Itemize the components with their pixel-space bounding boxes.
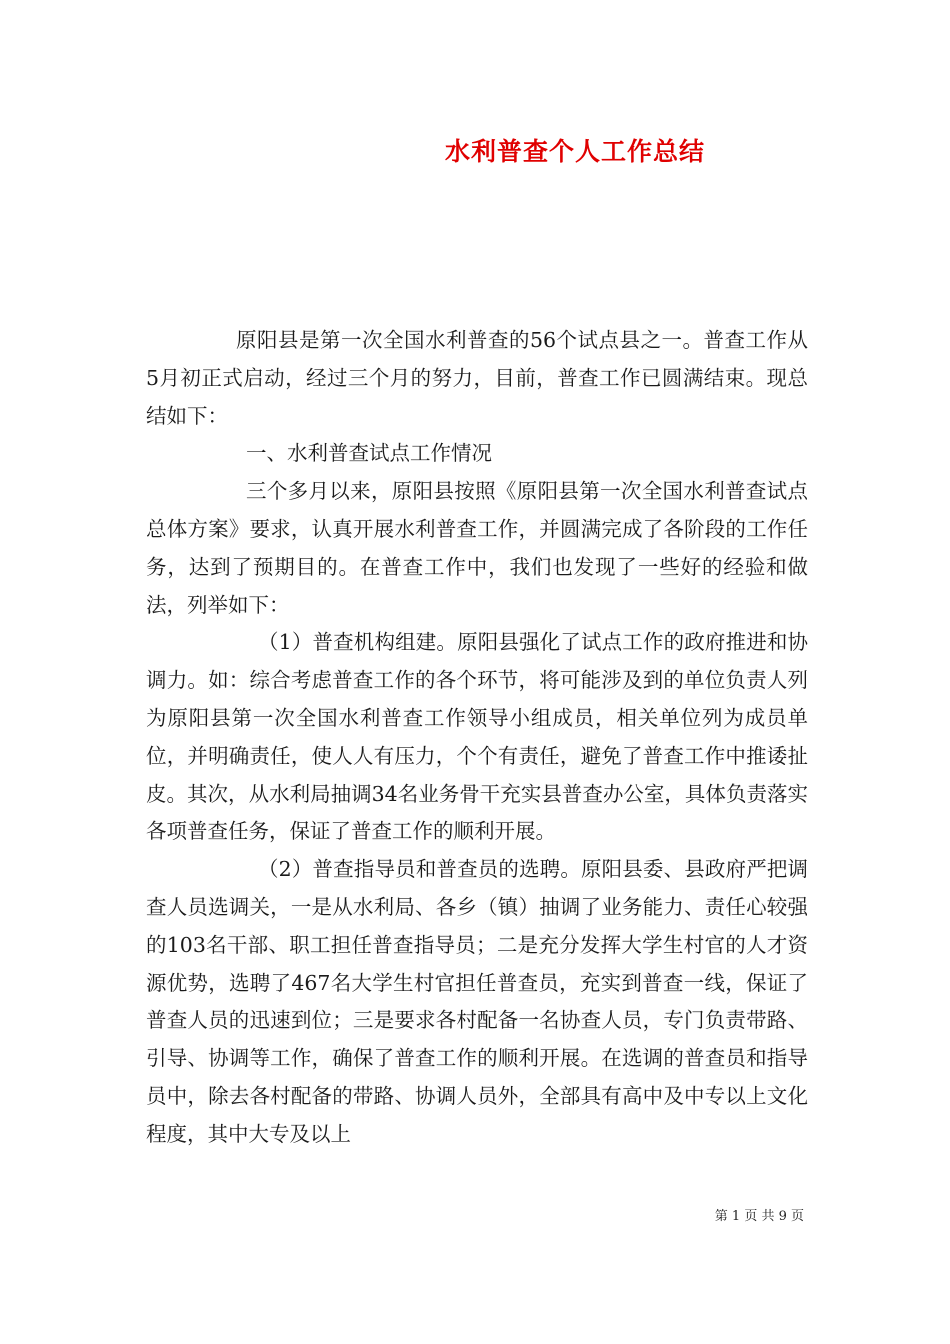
document-title: 水利普查个人工作总结	[444, 137, 705, 166]
paragraph-intro: 原阳县是第一次全国水利普查的56个试点县之一。普查工作从5月初正式启动，经过三个月的努力，目前，普查工作已圆满结束。现总结如下：	[146, 328, 808, 428]
paragraph-item-2: （2）普查指导员和普查员的选聘。原阳县委、县政府严把调查人员选调关，一是从水利局、各乡（镇）抽调了业务能力、责任心较强的103名干部、职工担任普查指导员；二是充分发挥大学生村官的人才资源优势，选聘了467名大学生村官担任普查员，充实到普查一线，保证了普查人员的迅速到位；三是要求各村配备一名协查人员，专门负责带路、引导、协调等工作，确保了普查工作的顺利开展。在选调的普查员和指导员中，除去各村配备的带路、协调人员外，全部具有高中及中专以上文化程度，其中大专及以上	[146, 857, 808, 1146]
page-number: 第 1 页 共 9 页	[714, 1209, 804, 1224]
paragraph-item-1: （1）普查机构组建。原阳县强化了试点工作的政府推进和协调力。如：综合考虑普查工作的各个环节，将可能涉及到的单位负责人列为原阳县第一次全国水利普查工作领导小组成员，相关单位列为成员单位，并明确责任，使人人有压力，个个有责任，避免了普查工作中推诿扯皮。其次，从水利局抽调34名业务骨干充实县普查办公室，具体负责落实各项普查任务，保证了普查工作的顺利开展。	[146, 630, 808, 844]
paragraph-overview: 三个多月以来，原阳县按照《原阳县第一次全国水利普查试点总体方案》要求，认真开展水利普查工作，并圆满完成了各阶段的工作任务，达到了预期目的。在普查工作中，我们也发现了一些好的经验和做法，列举如下：	[146, 479, 808, 617]
section-heading: 一、水利普查试点工作情况	[246, 441, 492, 466]
document-body	[146, 322, 808, 1154]
